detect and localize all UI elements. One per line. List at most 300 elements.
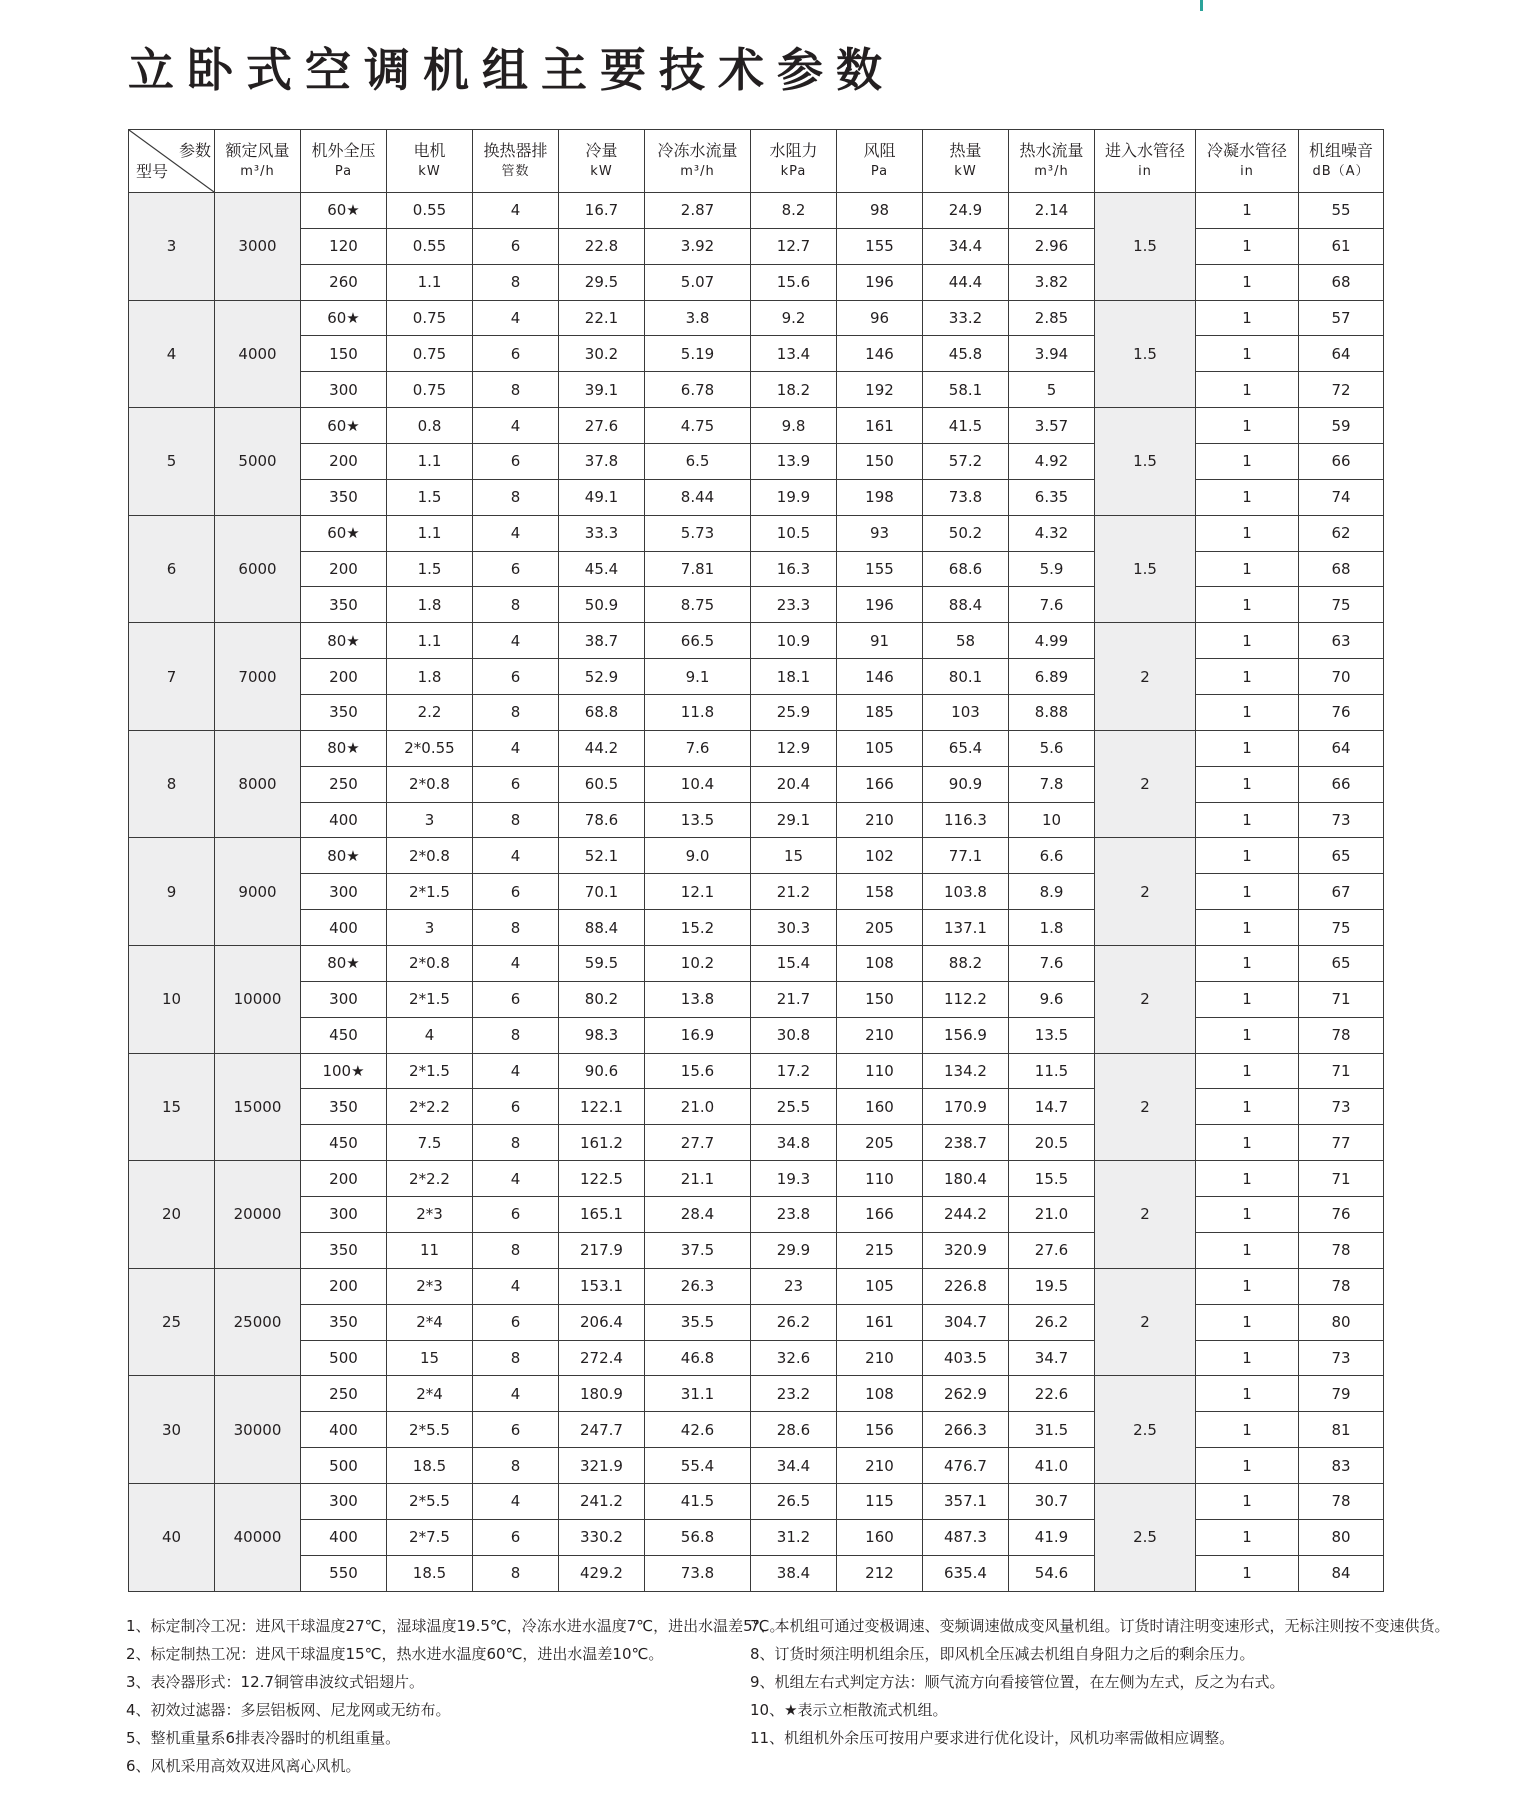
table-cell: 4.92 <box>1009 444 1095 480</box>
table-cell: 3.92 <box>645 228 751 264</box>
table-cell: 7.6 <box>1009 587 1095 623</box>
table-cell: 155 <box>837 228 923 264</box>
table-row <box>129 587 1384 623</box>
table-cell: 1 <box>1196 551 1299 587</box>
table-cell: 350 <box>301 479 387 515</box>
table-cell: 161 <box>837 1304 923 1340</box>
table-cell: 18.2 <box>751 372 837 408</box>
table-cell: 1.8 <box>387 587 473 623</box>
table-row <box>129 1161 1384 1197</box>
inlet-pipe-cell: 1.5 <box>1095 408 1196 516</box>
table-cell: 1 <box>1196 587 1299 623</box>
table-cell: 25.9 <box>751 695 837 731</box>
table-cell: 10.5 <box>751 515 837 551</box>
table-cell: 122.1 <box>559 1089 645 1125</box>
note-item: 1、标定制冷工况：进风干球温度27℃，湿球温度19.5℃，冷冻水进水温度7℃，进出水温差5℃。 <box>126 1617 785 1635</box>
table-cell: 98.3 <box>559 1017 645 1053</box>
table-cell: 16.9 <box>645 1017 751 1053</box>
table-cell: 450 <box>301 1125 387 1161</box>
table-cell: 60★ <box>301 515 387 551</box>
table-cell: 75 <box>1299 587 1384 623</box>
col-header: 冷量 kW <box>559 130 645 193</box>
table-cell: 2*2.2 <box>387 1089 473 1125</box>
table-cell: 15.2 <box>645 910 751 946</box>
table-cell: 238.7 <box>923 1125 1009 1161</box>
table-cell: 15.5 <box>1009 1161 1095 1197</box>
table-cell: 4 <box>473 1053 559 1089</box>
table-cell: 34.7 <box>1009 1340 1095 1376</box>
table-cell: 81 <box>1299 1412 1384 1448</box>
table-cell: 429.2 <box>559 1555 645 1591</box>
table-row <box>129 444 1384 480</box>
table-cell: 146 <box>837 659 923 695</box>
table-cell: 20.5 <box>1009 1125 1095 1161</box>
table-cell: 28.6 <box>751 1412 837 1448</box>
table-row <box>129 1555 1384 1591</box>
table-cell: 0.75 <box>387 336 473 372</box>
accent-line <box>1200 0 1203 11</box>
table-cell: 210 <box>837 1448 923 1484</box>
table-cell: 262.9 <box>923 1376 1009 1412</box>
table-cell: 27.7 <box>645 1125 751 1161</box>
table-cell: 42.6 <box>645 1412 751 1448</box>
table-cell: 1.1 <box>387 515 473 551</box>
table-cell: 16.3 <box>751 551 837 587</box>
table-cell: 31.2 <box>751 1519 837 1555</box>
col-header: 机外全压 Pa <box>301 130 387 193</box>
table-row <box>129 1340 1384 1376</box>
table-cell: 64 <box>1299 336 1384 372</box>
table-cell: 78 <box>1299 1017 1384 1053</box>
table-cell: 4 <box>473 193 559 229</box>
table-cell: 73 <box>1299 1089 1384 1125</box>
airflow-cell: 20000 <box>215 1161 301 1269</box>
table-cell: 10.9 <box>751 623 837 659</box>
table-cell: 250 <box>301 766 387 802</box>
table-cell: 41.5 <box>923 408 1009 444</box>
inlet-pipe-cell: 2 <box>1095 838 1196 946</box>
table-cell: 56.8 <box>645 1519 751 1555</box>
col-header: 换热器排 管数 <box>473 130 559 193</box>
table-cell: 200 <box>301 659 387 695</box>
table-cell: 8 <box>473 372 559 408</box>
table-cell: 1 <box>1196 1555 1299 1591</box>
table-cell: 4 <box>473 946 559 982</box>
table-cell: 166 <box>837 1197 923 1233</box>
table-cell: 2*4 <box>387 1304 473 1340</box>
table-cell: 185 <box>837 695 923 731</box>
table-cell: 9.0 <box>645 838 751 874</box>
table-cell: 72 <box>1299 372 1384 408</box>
table-cell: 161.2 <box>559 1125 645 1161</box>
airflow-cell: 15000 <box>215 1053 301 1161</box>
table-row <box>129 1483 1384 1519</box>
table-cell: 0.55 <box>387 228 473 264</box>
table-row <box>129 1519 1384 1555</box>
table-cell: 80.1 <box>923 659 1009 695</box>
table-cell: 200 <box>301 444 387 480</box>
table-cell: 23 <box>751 1268 837 1304</box>
table-row <box>129 515 1384 551</box>
table-cell: 0.8 <box>387 408 473 444</box>
table-cell: 450 <box>301 1017 387 1053</box>
table-cell: 3.57 <box>1009 408 1095 444</box>
table-cell: 29.9 <box>751 1232 837 1268</box>
table-cell: 1 <box>1196 515 1299 551</box>
table-cell: 80 <box>1299 1304 1384 1340</box>
table-cell: 210 <box>837 1340 923 1376</box>
table-cell: 71 <box>1299 1053 1384 1089</box>
table-cell: 58.1 <box>923 372 1009 408</box>
table-cell: 0.75 <box>387 300 473 336</box>
table-cell: 196 <box>837 264 923 300</box>
table-cell: 487.3 <box>923 1519 1009 1555</box>
table-cell: 1 <box>1196 910 1299 946</box>
table-cell: 90.6 <box>559 1053 645 1089</box>
table-cell: 23.8 <box>751 1197 837 1233</box>
table-cell: 37.8 <box>559 444 645 480</box>
table-cell: 7.8 <box>1009 766 1095 802</box>
table-cell: 6 <box>473 659 559 695</box>
model-cell: 5 <box>129 408 215 516</box>
table-cell: 6.5 <box>645 444 751 480</box>
table-cell: 350 <box>301 1304 387 1340</box>
inlet-pipe-cell: 1.5 <box>1095 193 1196 301</box>
table-cell: 38.7 <box>559 623 645 659</box>
airflow-cell: 7000 <box>215 623 301 731</box>
table-cell: 12.7 <box>751 228 837 264</box>
table-cell: 7.81 <box>645 551 751 587</box>
table-cell: 58 <box>923 623 1009 659</box>
airflow-cell: 6000 <box>215 515 301 623</box>
table-cell: 403.5 <box>923 1340 1009 1376</box>
col-header: 额定风量 m³/h <box>215 130 301 193</box>
table-cell: 9.2 <box>751 300 837 336</box>
table-cell: 500 <box>301 1340 387 1376</box>
inlet-pipe-cell: 1.5 <box>1095 515 1196 623</box>
table-cell: 1 <box>1196 228 1299 264</box>
table-cell: 3.82 <box>1009 264 1095 300</box>
table-cell: 6 <box>473 444 559 480</box>
col-header: 进入水管径 in <box>1095 130 1196 193</box>
table-cell: 153.1 <box>559 1268 645 1304</box>
table-cell: 26.2 <box>751 1304 837 1340</box>
table-cell: 5 <box>1009 372 1095 408</box>
table-cell: 13.4 <box>751 336 837 372</box>
table-row <box>129 551 1384 587</box>
table-cell: 6 <box>473 1519 559 1555</box>
table-cell: 33.3 <box>559 515 645 551</box>
table-row <box>129 1304 1384 1340</box>
table-cell: 1 <box>1196 300 1299 336</box>
table-cell: 1 <box>1196 1017 1299 1053</box>
table-cell: 60★ <box>301 193 387 229</box>
table-cell: 8 <box>473 479 559 515</box>
table-cell: 3.94 <box>1009 336 1095 372</box>
table-cell: 137.1 <box>923 910 1009 946</box>
table-cell: 88.2 <box>923 946 1009 982</box>
table-cell: 1 <box>1196 479 1299 515</box>
table-row <box>129 1376 1384 1412</box>
model-cell: 30 <box>129 1376 215 1484</box>
table-row <box>129 193 1384 229</box>
spec-table-body <box>129 193 1384 1592</box>
table-cell: 300 <box>301 874 387 910</box>
table-cell: 19.5 <box>1009 1268 1095 1304</box>
table-cell: 5.73 <box>645 515 751 551</box>
table-cell: 15 <box>387 1340 473 1376</box>
table-cell: 6.35 <box>1009 479 1095 515</box>
table-cell: 2*3 <box>387 1197 473 1233</box>
table-cell: 80★ <box>301 623 387 659</box>
table-cell: 1 <box>1196 946 1299 982</box>
table-cell: 34.4 <box>751 1448 837 1484</box>
table-cell: 1 <box>1196 1268 1299 1304</box>
table-row <box>129 1089 1384 1125</box>
table-cell: 63 <box>1299 623 1384 659</box>
table-cell: 200 <box>301 551 387 587</box>
table-cell: 250 <box>301 1376 387 1412</box>
table-row <box>129 1268 1384 1304</box>
table-cell: 41.5 <box>645 1483 751 1519</box>
table-cell: 54.6 <box>1009 1555 1095 1591</box>
table-cell: 2*5.5 <box>387 1412 473 1448</box>
table-cell: 2*1.5 <box>387 1053 473 1089</box>
table-cell: 166 <box>837 766 923 802</box>
table-row <box>129 1017 1384 1053</box>
table-cell: 73.8 <box>645 1555 751 1591</box>
table-cell: 22.6 <box>1009 1376 1095 1412</box>
table-cell: 206.4 <box>559 1304 645 1340</box>
table-cell: 30.8 <box>751 1017 837 1053</box>
table-cell: 80 <box>1299 1519 1384 1555</box>
table-row <box>129 838 1384 874</box>
table-cell: 1 <box>1196 874 1299 910</box>
table-cell: 68 <box>1299 551 1384 587</box>
table-cell: 8 <box>473 1340 559 1376</box>
table-cell: 110 <box>837 1161 923 1197</box>
table-cell: 4.32 <box>1009 515 1095 551</box>
table-cell: 13.5 <box>645 802 751 838</box>
model-cell: 20 <box>129 1161 215 1269</box>
table-cell: 45.8 <box>923 336 1009 372</box>
table-cell: 88.4 <box>923 587 1009 623</box>
inlet-pipe-cell: 2 <box>1095 730 1196 838</box>
table-cell: 9.8 <box>751 408 837 444</box>
table-cell: 192 <box>837 372 923 408</box>
table-cell: 1 <box>1196 1483 1299 1519</box>
table-cell: 84 <box>1299 1555 1384 1591</box>
table-cell: 76 <box>1299 695 1384 731</box>
table-cell: 30.2 <box>559 336 645 372</box>
table-cell: 2*1.5 <box>387 874 473 910</box>
table-cell: 21.2 <box>751 874 837 910</box>
table-cell: 73.8 <box>923 479 1009 515</box>
note-item: 3、表冷器形式：12.7铜管串波纹式铝翅片。 <box>126 1673 424 1691</box>
table-cell: 1.5 <box>387 551 473 587</box>
note-item: 4、初效过滤器：多层铝板网、尼龙网或无纺布。 <box>126 1701 451 1719</box>
table-cell: 6.6 <box>1009 838 1095 874</box>
table-cell: 180.4 <box>923 1161 1009 1197</box>
table-row <box>129 623 1384 659</box>
table-cell: 550 <box>301 1555 387 1591</box>
table-row <box>129 372 1384 408</box>
table-cell: 244.2 <box>923 1197 1009 1233</box>
table-cell: 357.1 <box>923 1483 1009 1519</box>
table-cell: 1 <box>1196 1448 1299 1484</box>
table-cell: 105 <box>837 730 923 766</box>
table-cell: 1 <box>1196 1412 1299 1448</box>
table-cell: 8 <box>473 587 559 623</box>
table-cell: 15 <box>751 838 837 874</box>
table-cell: 2*7.5 <box>387 1519 473 1555</box>
table-cell: 31.1 <box>645 1376 751 1412</box>
table-cell: 64 <box>1299 730 1384 766</box>
table-cell: 13.9 <box>751 444 837 480</box>
table-cell: 2*3 <box>387 1268 473 1304</box>
table-cell: 34.4 <box>923 228 1009 264</box>
table-cell: 300 <box>301 1197 387 1233</box>
table-cell: 27.6 <box>559 408 645 444</box>
table-cell: 15.6 <box>751 264 837 300</box>
table-cell: 80★ <box>301 730 387 766</box>
inlet-pipe-cell: 2 <box>1095 623 1196 731</box>
table-cell: 41.0 <box>1009 1448 1095 1484</box>
table-cell: 112.2 <box>923 981 1009 1017</box>
table-cell: 21.1 <box>645 1161 751 1197</box>
table-cell: 45.4 <box>559 551 645 587</box>
table-cell: 44.4 <box>923 264 1009 300</box>
table-cell: 4.99 <box>1009 623 1095 659</box>
table-cell: 12.1 <box>645 874 751 910</box>
table-cell: 23.2 <box>751 1376 837 1412</box>
table-cell: 46.8 <box>645 1340 751 1376</box>
model-cell: 10 <box>129 946 215 1054</box>
table-cell: 19.9 <box>751 479 837 515</box>
table-cell: 8 <box>473 1125 559 1161</box>
table-cell: 350 <box>301 587 387 623</box>
table-cell: 11.5 <box>1009 1053 1095 1089</box>
table-cell: 300 <box>301 1483 387 1519</box>
inlet-pipe-cell: 1.5 <box>1095 300 1196 408</box>
table-cell: 7.6 <box>1009 946 1095 982</box>
table-cell: 68.8 <box>559 695 645 731</box>
table-cell: 59.5 <box>559 946 645 982</box>
table-cell: 11 <box>387 1232 473 1268</box>
table-cell: 122.5 <box>559 1161 645 1197</box>
table-cell: 1 <box>1196 193 1299 229</box>
table-cell: 8.9 <box>1009 874 1095 910</box>
table-cell: 156.9 <box>923 1017 1009 1053</box>
table-cell: 8.2 <box>751 193 837 229</box>
table-cell: 23.3 <box>751 587 837 623</box>
table-cell: 30.7 <box>1009 1483 1095 1519</box>
table-cell: 55.4 <box>645 1448 751 1484</box>
table-row <box>129 300 1384 336</box>
table-cell: 1 <box>1196 408 1299 444</box>
table-cell: 6 <box>473 1412 559 1448</box>
table-cell: 108 <box>837 1376 923 1412</box>
table-cell: 210 <box>837 1017 923 1053</box>
table-cell: 6 <box>473 1197 559 1233</box>
model-cell: 4 <box>129 300 215 408</box>
table-cell: 66.5 <box>645 623 751 659</box>
table-cell: 120 <box>301 228 387 264</box>
table-cell: 1.8 <box>387 659 473 695</box>
table-cell: 400 <box>301 910 387 946</box>
table-cell: 26.2 <box>1009 1304 1095 1340</box>
table-cell: 1 <box>1196 444 1299 480</box>
table-cell: 155 <box>837 551 923 587</box>
table-cell: 73 <box>1299 1340 1384 1376</box>
col-header: 机组噪音 dB（A） <box>1299 130 1384 193</box>
notes-left <box>126 1612 785 1780</box>
table-cell: 91 <box>837 623 923 659</box>
airflow-cell: 25000 <box>215 1268 301 1376</box>
table-cell: 146 <box>837 336 923 372</box>
table-cell: 215 <box>837 1232 923 1268</box>
table-cell: 4.75 <box>645 408 751 444</box>
table-cell: 25.5 <box>751 1089 837 1125</box>
table-cell: 3.8 <box>645 300 751 336</box>
table-row <box>129 228 1384 264</box>
table-cell: 1 <box>1196 1519 1299 1555</box>
table-cell: 68.6 <box>923 551 1009 587</box>
note-item: 7、本机组可通过变极调速、变频调速做成变风量机组。订货时请注明变速形式，无标注则按不变速供货。 <box>750 1617 1450 1635</box>
table-cell: 8 <box>473 1448 559 1484</box>
table-cell: 4 <box>473 623 559 659</box>
table-cell: 73 <box>1299 802 1384 838</box>
table-cell: 13.8 <box>645 981 751 1017</box>
table-cell: 2*4 <box>387 1376 473 1412</box>
table-cell: 1 <box>1196 659 1299 695</box>
table-cell: 8 <box>473 1232 559 1268</box>
table-row <box>129 802 1384 838</box>
col-header: 冷凝水管径 in <box>1196 130 1299 193</box>
table-cell: 7.6 <box>645 730 751 766</box>
table-cell: 6.89 <box>1009 659 1095 695</box>
table-cell: 116.3 <box>923 802 1009 838</box>
table-cell: 1 <box>1196 372 1299 408</box>
table-cell: 2.96 <box>1009 228 1095 264</box>
table-cell: 0.55 <box>387 193 473 229</box>
table-cell: 1 <box>1196 802 1299 838</box>
table-cell: 6 <box>473 874 559 910</box>
table-cell: 350 <box>301 1089 387 1125</box>
table-cell: 10.4 <box>645 766 751 802</box>
table-cell: 1 <box>1196 1197 1299 1233</box>
table-cell: 78 <box>1299 1483 1384 1519</box>
table-cell: 41.9 <box>1009 1519 1095 1555</box>
table-cell: 3 <box>387 802 473 838</box>
table-row <box>129 479 1384 515</box>
table-row <box>129 1053 1384 1089</box>
table-cell: 2.85 <box>1009 300 1095 336</box>
table-cell: 78 <box>1299 1268 1384 1304</box>
table-cell: 205 <box>837 910 923 946</box>
col-header: 水阻力 kPa <box>751 130 837 193</box>
table-cell: 8 <box>473 910 559 946</box>
table-cell: 93 <box>837 515 923 551</box>
table-cell: 350 <box>301 695 387 731</box>
model-cell: 9 <box>129 838 215 946</box>
table-cell: 6.78 <box>645 372 751 408</box>
table-cell: 260 <box>301 264 387 300</box>
table-cell: 9.6 <box>1009 981 1095 1017</box>
table-cell: 1.1 <box>387 444 473 480</box>
table-cell: 26.3 <box>645 1268 751 1304</box>
table-row <box>129 766 1384 802</box>
